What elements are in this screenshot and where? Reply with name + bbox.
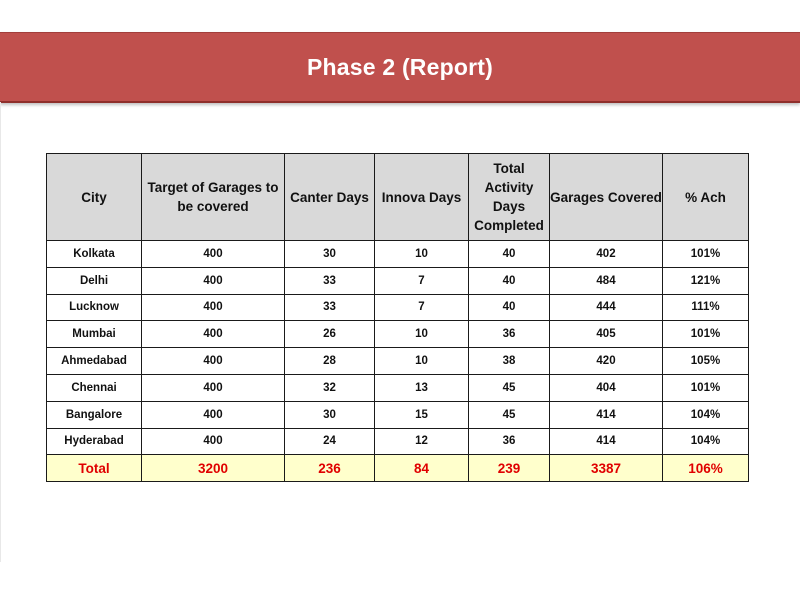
cell-canter-days: 32 xyxy=(285,374,375,401)
cell-percent-ach: 101% xyxy=(663,321,749,348)
cell-percent-ach: 101% xyxy=(663,241,749,268)
header-total-activity-days: Total Activity Days Completed xyxy=(469,154,550,241)
cell-target: 400 xyxy=(142,348,285,375)
total-innova-days: 84 xyxy=(375,455,469,482)
cell-garages-covered: 414 xyxy=(550,401,663,428)
cell-garages-covered: 484 xyxy=(550,267,663,294)
cell-canter-days: 33 xyxy=(285,294,375,321)
cell-percent-ach: 104% xyxy=(663,428,749,455)
cell-target: 400 xyxy=(142,267,285,294)
cell-percent-ach: 111% xyxy=(663,294,749,321)
cell-canter-days: 28 xyxy=(285,348,375,375)
cell-city: Lucknow xyxy=(47,294,142,321)
table-row xyxy=(47,428,749,455)
cell-total-activity-days: 36 xyxy=(469,428,550,455)
header-garages-covered: Garages Covered xyxy=(550,154,663,241)
title-banner xyxy=(0,32,800,103)
cell-garages-covered: 405 xyxy=(550,321,663,348)
cell-target: 400 xyxy=(142,428,285,455)
cell-canter-days: 33 xyxy=(285,267,375,294)
table-header-row xyxy=(47,154,749,241)
cell-canter-days: 26 xyxy=(285,321,375,348)
cell-city: Kolkata xyxy=(47,241,142,268)
cell-target: 400 xyxy=(142,321,285,348)
cell-target: 400 xyxy=(142,374,285,401)
cell-percent-ach: 104% xyxy=(663,401,749,428)
total-label: Total xyxy=(47,455,142,482)
header-canter-days: Canter Days xyxy=(285,154,375,241)
cell-percent-ach: 105% xyxy=(663,348,749,375)
cell-innova-days: 7 xyxy=(375,267,469,294)
cell-city: Delhi xyxy=(47,267,142,294)
cell-innova-days: 7 xyxy=(375,294,469,321)
cell-city: Hyderabad xyxy=(47,428,142,455)
cell-innova-days: 15 xyxy=(375,401,469,428)
table-row xyxy=(47,374,749,401)
table-row xyxy=(47,294,749,321)
cell-innova-days: 13 xyxy=(375,374,469,401)
cell-garages-covered: 444 xyxy=(550,294,663,321)
cell-total-activity-days: 40 xyxy=(469,294,550,321)
cell-total-activity-days: 40 xyxy=(469,267,550,294)
total-percent-ach: 106% xyxy=(663,455,749,482)
slide-title: Phase 2 (Report) xyxy=(307,53,493,80)
cell-garages-covered: 420 xyxy=(550,348,663,375)
table-row xyxy=(47,267,749,294)
cell-innova-days: 12 xyxy=(375,428,469,455)
cell-city: Bangalore xyxy=(47,401,142,428)
report-table xyxy=(46,153,749,482)
cell-canter-days: 24 xyxy=(285,428,375,455)
cell-total-activity-days: 40 xyxy=(469,241,550,268)
cell-total-activity-days: 38 xyxy=(469,348,550,375)
cell-percent-ach: 121% xyxy=(663,267,749,294)
cell-innova-days: 10 xyxy=(375,241,469,268)
cell-garages-covered: 404 xyxy=(550,374,663,401)
cell-total-activity-days: 36 xyxy=(469,321,550,348)
header-innova-days: Innova Days xyxy=(375,154,469,241)
table-row xyxy=(47,401,749,428)
cell-city: Mumbai xyxy=(47,321,142,348)
cell-percent-ach: 101% xyxy=(663,374,749,401)
total-row xyxy=(47,455,749,482)
cell-target: 400 xyxy=(142,401,285,428)
table-row xyxy=(47,348,749,375)
cell-canter-days: 30 xyxy=(285,241,375,268)
cell-target: 400 xyxy=(142,241,285,268)
cell-garages-covered: 414 xyxy=(550,428,663,455)
total-activity-days: 239 xyxy=(469,455,550,482)
total-canter-days: 236 xyxy=(285,455,375,482)
slide-edge-line xyxy=(0,102,1,562)
cell-city: Chennai xyxy=(47,374,142,401)
total-target: 3200 xyxy=(142,455,285,482)
header-target-garages: Target of Garages to be covered xyxy=(142,154,285,241)
cell-city: Ahmedabad xyxy=(47,348,142,375)
table-row xyxy=(47,241,749,268)
cell-innova-days: 10 xyxy=(375,321,469,348)
cell-garages-covered: 402 xyxy=(550,241,663,268)
cell-target: 400 xyxy=(142,294,285,321)
table-row xyxy=(47,321,749,348)
total-garages-covered: 3387 xyxy=(550,455,663,482)
cell-total-activity-days: 45 xyxy=(469,401,550,428)
header-percent-ach: % Ach xyxy=(663,154,749,241)
cell-total-activity-days: 45 xyxy=(469,374,550,401)
cell-canter-days: 30 xyxy=(285,401,375,428)
cell-innova-days: 10 xyxy=(375,348,469,375)
header-city: City xyxy=(47,154,142,241)
